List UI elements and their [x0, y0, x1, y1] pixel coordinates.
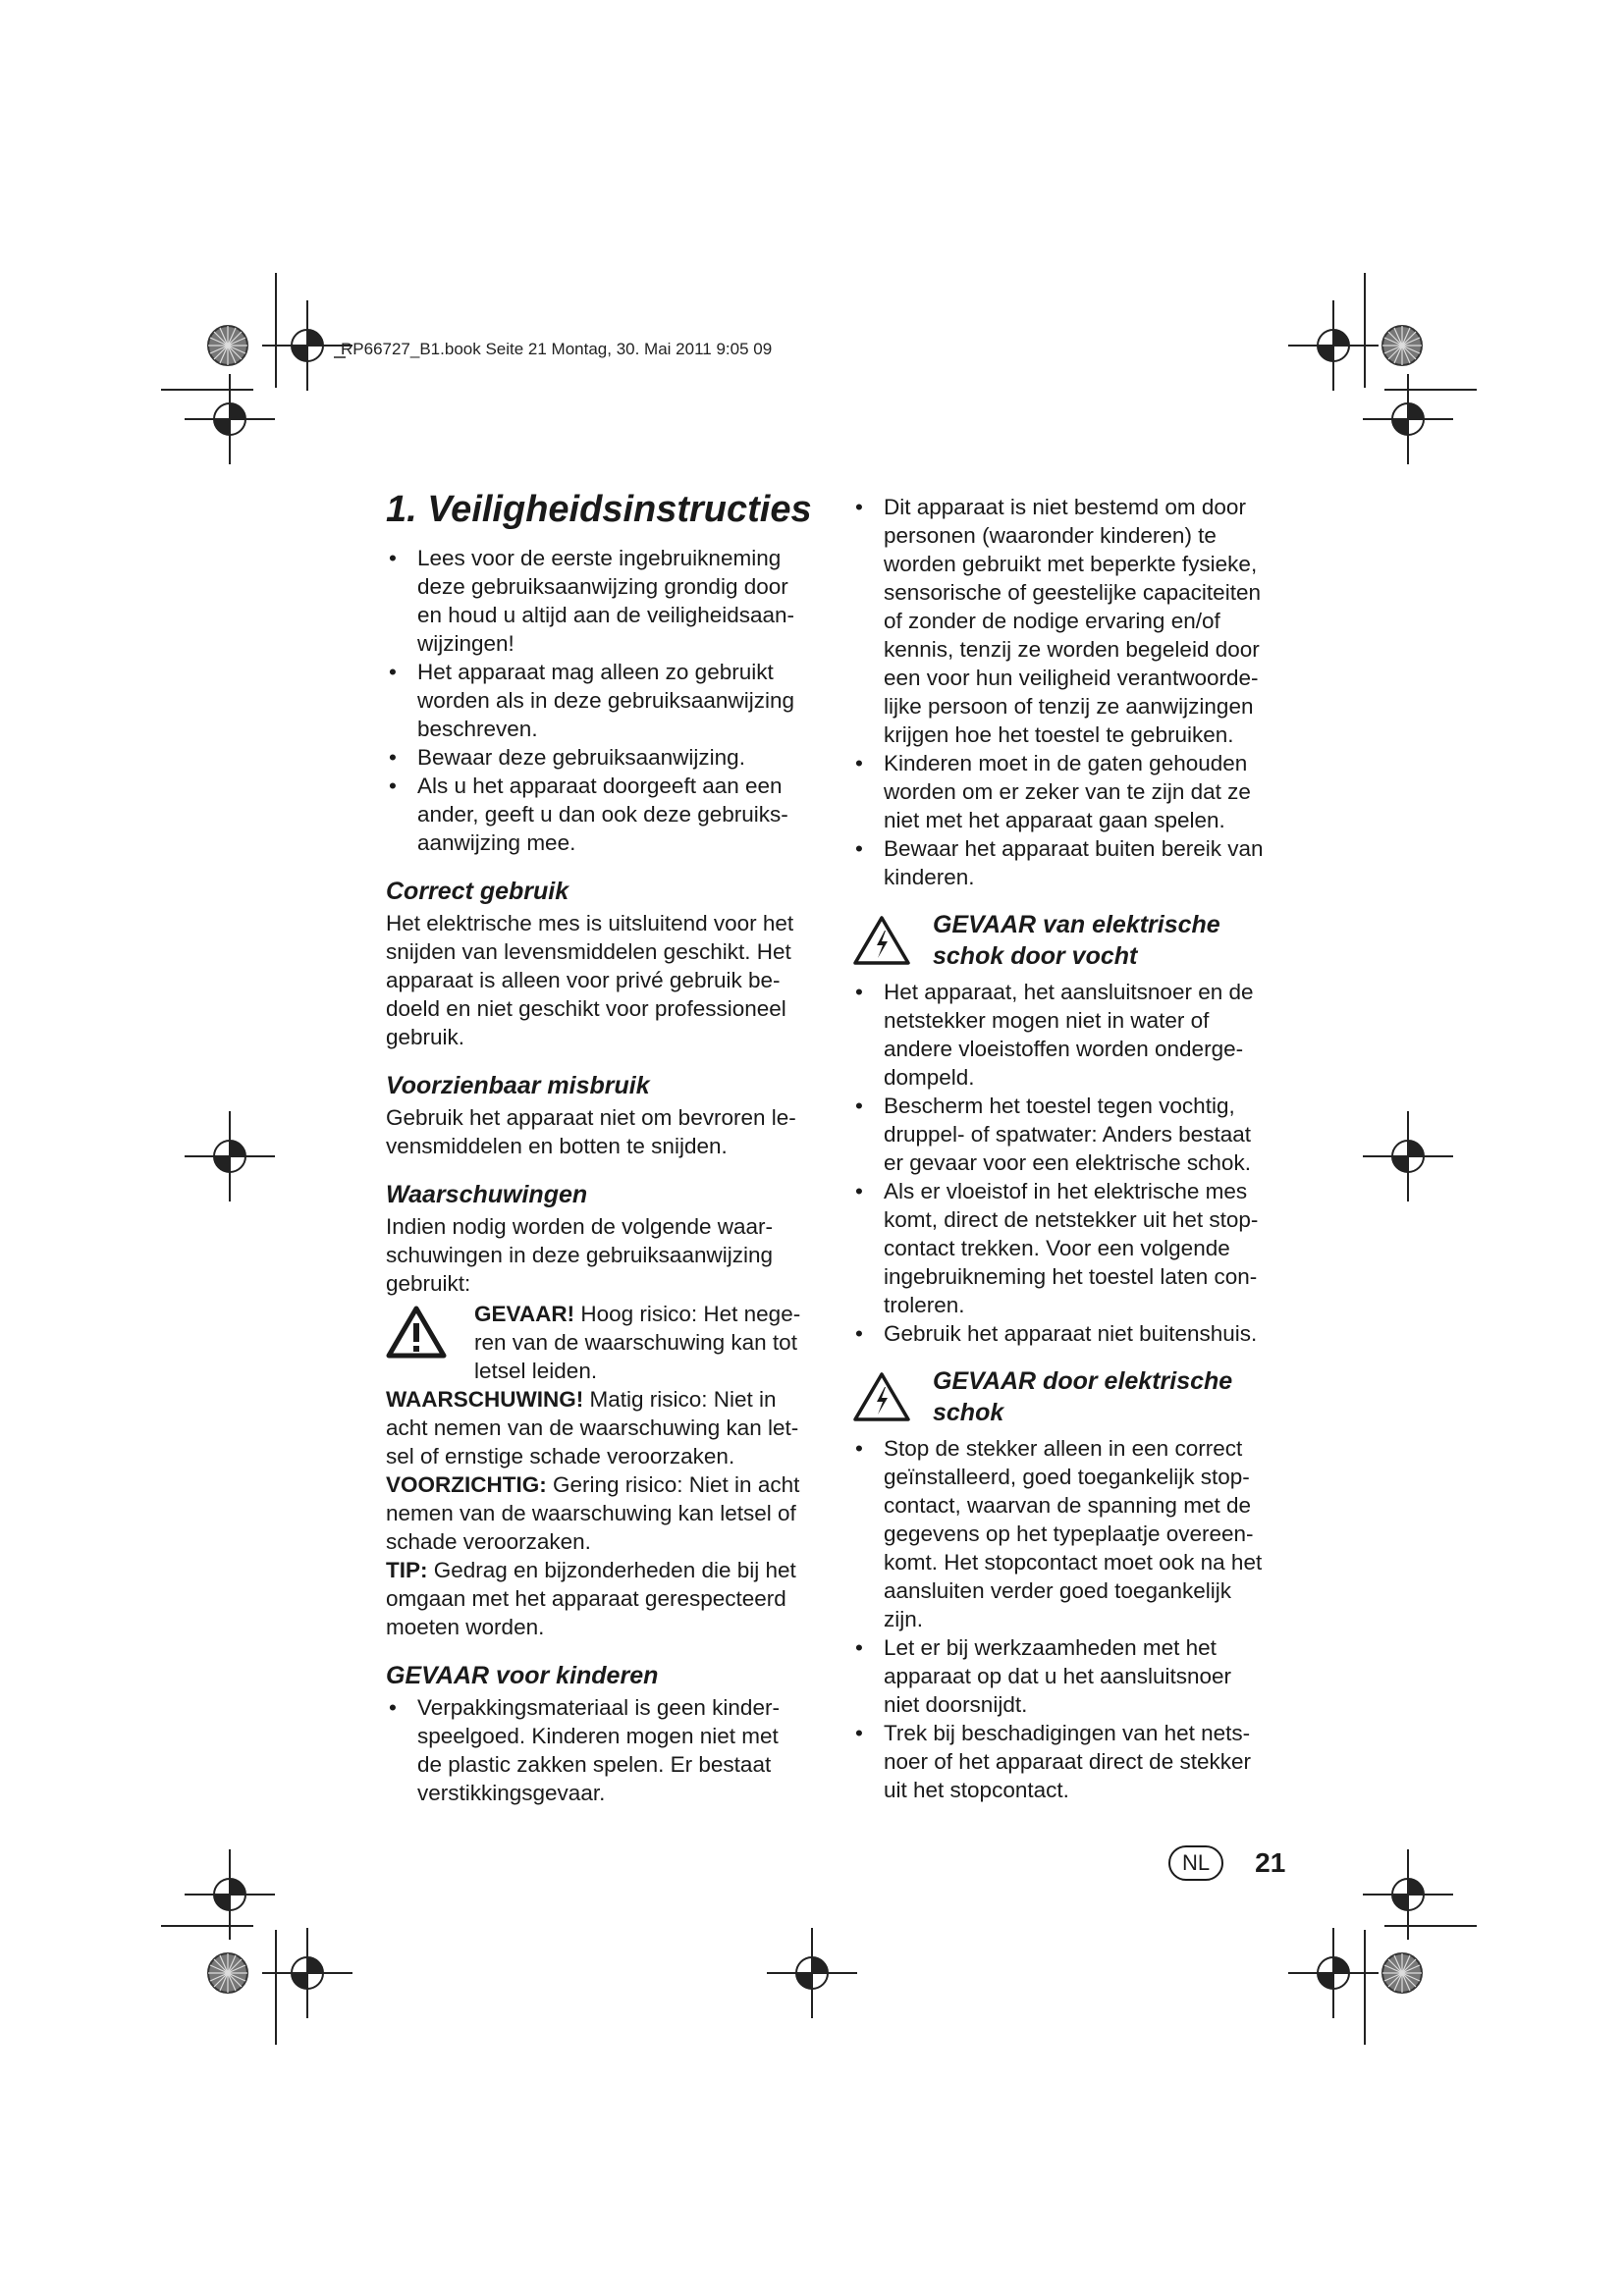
list-item: • Het apparaat mag alleen zo gebruikt worden als in deze gebruiksaanwijzing beschreven.: [386, 658, 828, 743]
starburst-mark-top-left: [208, 326, 247, 365]
list-item: • Bescherm het toestel tegen vochtig, druppel- of spatwater: Anders bestaat er gevaar voor een elektrische schok.: [852, 1092, 1304, 1177]
electric-shock-warning-icon: [852, 1371, 911, 1422]
heading-electric-danger: GEVAAR door elektrische schok: [852, 1365, 1304, 1430]
section-title: 1. Veiligheidsinstructies: [386, 489, 812, 530]
page-footer: [1168, 1842, 1285, 1885]
paragraph-warnings-intro: Indien nodig worden de volgende waar- schuwingen in deze gebruiksaanwijzing gebruikt:: [386, 1214, 774, 1296]
list-item: • Bewaar deze gebruiksaanwijzing.: [386, 743, 828, 772]
registration-crosshair-icon: [1363, 374, 1453, 464]
children-list: [386, 1693, 828, 1807]
list-item: • Kinderen moet in de gaten gehouden worden om er zeker van te zijn dat ze niet met het apparaat gaan spelen.: [852, 749, 1304, 834]
electric-list: [852, 1434, 1304, 1804]
right-column: [852, 493, 1304, 1804]
list-item: • Verpakkingsmateriaal is geen kinder- speelgoed. Kinderen mogen niet met de plastic zakken spelen. Er bestaat verstikkingsgevaar.: [386, 1693, 828, 1807]
intro-list: [386, 544, 828, 857]
heading-warnings: Waarschuwingen: [386, 1181, 588, 1208]
list-item: • Gebruik het apparaat niet buitenshuis.: [852, 1319, 1304, 1348]
heading-moisture-danger: GEVAAR van elektrische schok door vocht: [852, 909, 1304, 974]
list-item: • Als er vloeistof in het elektrische mes komt, direct de netstekker uit het stop- contact trekken. Voor een volgende ingebruikneming het toestel laten con- troleren.: [852, 1177, 1304, 1319]
registration-crosshair-icon: [1363, 1111, 1453, 1201]
list-item: • Bewaar het apparaat buiten bereik van kinderen.: [852, 834, 1304, 891]
paragraph-correct-use: Het elektrische mes is uitsluitend voor het snijden van levensmiddelen geschikt. Het apparaat is alleen voor privé gebruik be- doeld en niet geschikt voor professioneel gebruik.: [386, 911, 794, 1049]
starburst-mark-top-right: [1382, 326, 1422, 365]
electric-shock-warning-icon: [852, 915, 911, 966]
tip-legend: TIP: Gedrag en bijzonderheden die bij het omgaan met het apparaat gerespecteerd moeten worden.: [386, 1558, 796, 1639]
gevaar-label: GEVAAR!: [474, 1302, 575, 1326]
list-item: • Het apparaat, het aansluitsnoer en de netstekker mogen niet in water of andere vloeistoffen worden onderge- dompeld.: [852, 978, 1304, 1092]
danger-legend: GEVAAR! Hoog risico: Het nege- ren van de waarschuwing kan tot letsel leiden.: [386, 1300, 828, 1385]
list-item: • Stop de stekker alleen in een correct geïnstalleerd, goed toegankelijk stop- contact, waarvan de spanning met de gegevens op het typeplaatje overeen- komt. Het stopcontact moet ook na het aansluiten verder goed toegankelijk zijn.: [852, 1434, 1304, 1633]
heading-children-danger: GEVAAR voor kinderen: [386, 1662, 659, 1689]
list-item: • Let er bij werkzaamheden met het apparaat op dat u het aansluitsnoer niet doorsnijdt.: [852, 1633, 1304, 1719]
left-column: [386, 487, 828, 1807]
moisture-list: [852, 978, 1304, 1348]
warning-triangle-icon: [386, 1306, 447, 1359]
heading-misuse: Voorzienbaar misbruik: [386, 1072, 650, 1099]
registration-crosshair-icon: [767, 1928, 857, 2018]
starburst-mark-bottom-left: [208, 1953, 247, 1993]
paragraph-misuse: Gebruik het apparaat niet om bevroren le- vensmiddelen en botten te snijden.: [386, 1105, 796, 1158]
print-header: RP66727_B1.book Seite 21 Montag, 30. Mai 2011 9:05 09: [341, 340, 773, 358]
starburst-mark-bottom-right: [1382, 1953, 1422, 1993]
voorzichtig-legend: VOORZICHTIG: Gering risico: Niet in acht nemen van de waarschuwing kan letsel of schade veroorzaken.: [386, 1472, 800, 1554]
list-item: • Als u het apparaat doorgeeft aan een ander, geeft u dan ook deze gebruiks- aanwijzing mee.: [386, 772, 828, 857]
page-number: 21: [1255, 1847, 1286, 1878]
list-item: • Trek bij beschadigingen van het nets- noer of het apparaat direct de stekker uit het stopcontact.: [852, 1719, 1304, 1804]
language-badge: NL: [1168, 1845, 1223, 1881]
waarschuwing-legend: WAARSCHUWING! Matig risico: Niet in acht nemen van de waarschuwing kan let- sel of ernstige schade veroorzaken.: [386, 1387, 799, 1468]
registration-crosshair-icon: [185, 1111, 275, 1201]
list-item: • Dit apparaat is niet bestemd om door personen (waaronder kinderen) te worden gebruikt met beperkte fysieke, sensorische of geestelijke capaciteiten of zonder de nodige ervaring en/of kennis, tenzij ze worden begeleid door een voor hun veiligheid verantwoorde- lijke persoon of tenzij ze aanwijzingen krijgen hoe het toestel te gebruiken.: [852, 493, 1304, 749]
heading-correct-use: Correct gebruik: [386, 878, 569, 905]
list-item: • Lees voor de eerste ingebruikneming deze gebruiksaanwijzing grondig door en houd u altijd aan de veiligheidsaan- wijzingen!: [386, 544, 828, 658]
registration-crosshair-icon: [185, 374, 275, 464]
children-list-continued: [852, 493, 1304, 891]
